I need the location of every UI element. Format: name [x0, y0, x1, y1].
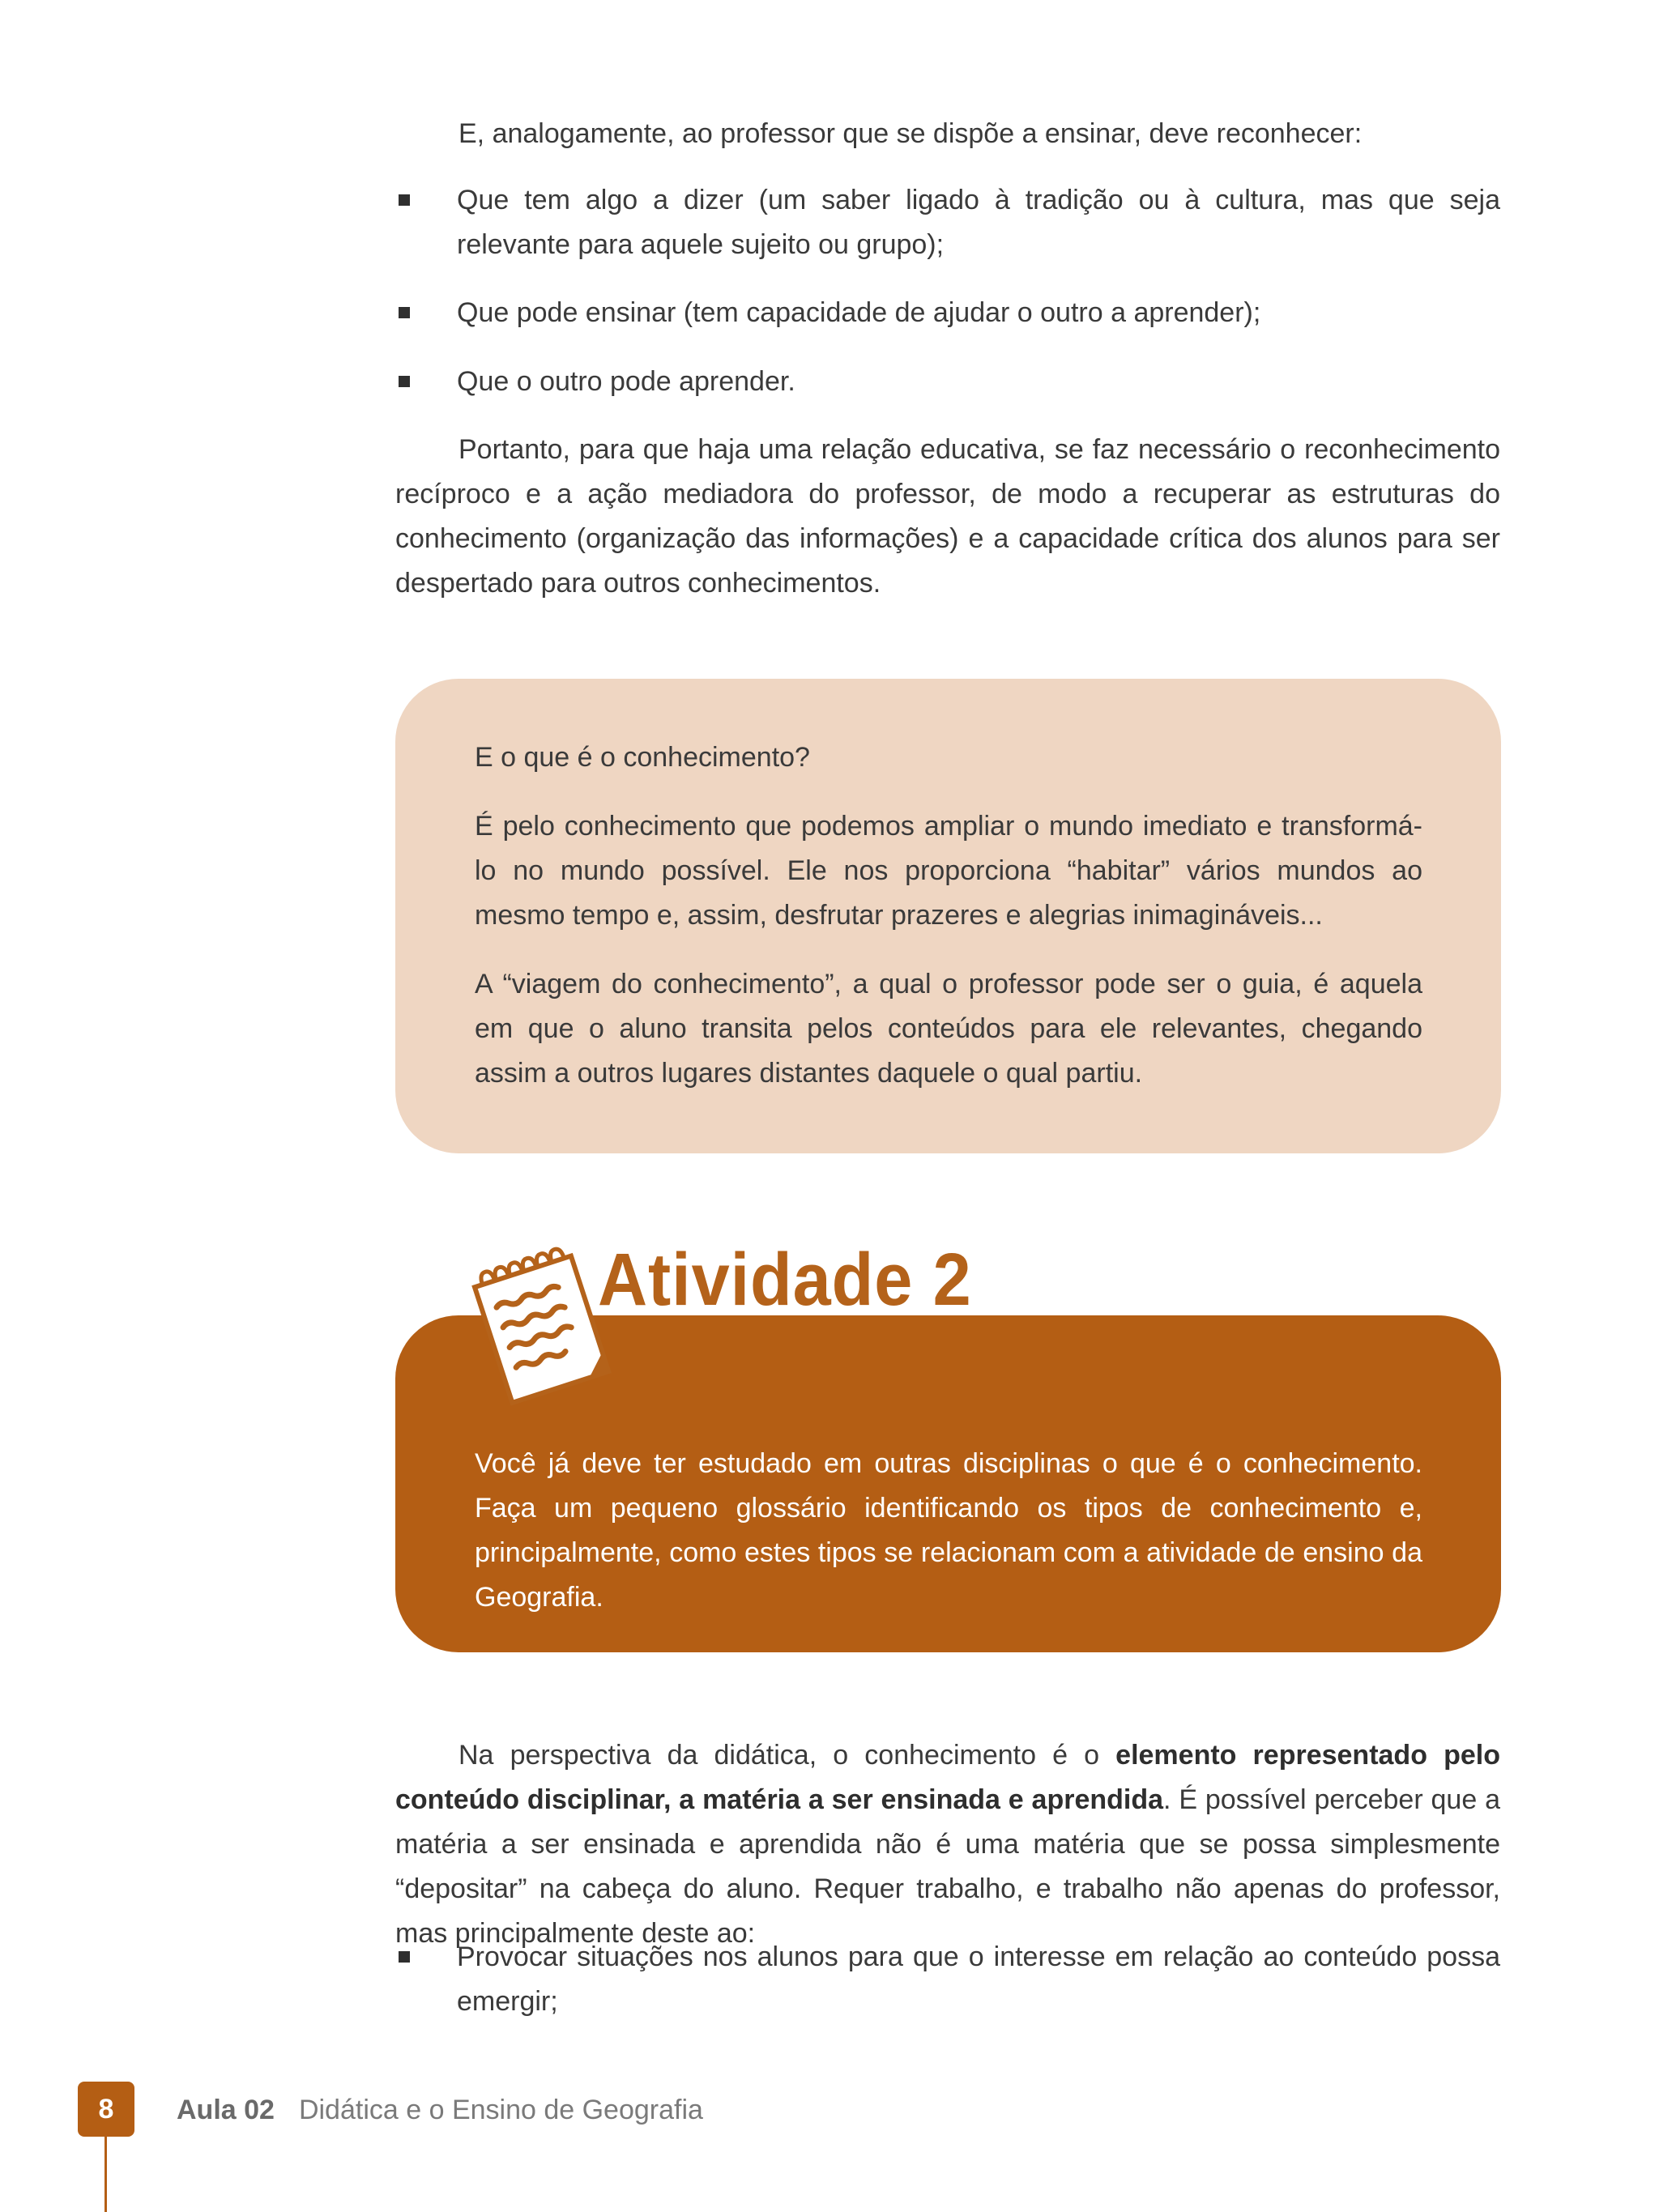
list-item-text: Provocar situações nos alunos para que o interesse em relação ao conteúdo possa emergir;	[457, 1941, 1500, 2017]
knowledge-callout-box	[395, 679, 1501, 1153]
list-item-text: Que o outro pode aprender.	[457, 366, 795, 397]
activity-text: Você já deve ter estudado em outras disciplinas o que é o conhecimento. Faça um pequeno glossário identificando os tipos de conhecimento e, principalmente, como estes tipos se relacionam com a atividade de ensino da Geografia.	[475, 1448, 1422, 1613]
footer-course: Didática e o Ensino de Geografia	[298, 2095, 703, 2125]
list-item	[395, 360, 1500, 404]
list-item	[395, 1935, 1500, 2024]
notepad-icon	[466, 1243, 624, 1409]
list-item	[395, 291, 1500, 335]
footer-divider	[104, 2137, 107, 2212]
footer-aula: Aula 02	[177, 2095, 275, 2125]
paragraph-bold-text: elemento representado pelo conteúdo disciplinar, a matéria a ser ensinada e aprendida	[395, 1740, 1500, 1815]
paragraph-portanto: Portanto, para que haja uma relação educativa, se faz necessário o reconhecimento recíproco e a ação mediadora do professor, de modo a recuperar as estruturas do conhecimento (organização das informações) e a capacidade crítica dos alunos para ser despertado para outros conhecimentos.	[395, 434, 1500, 599]
bullet-square-icon	[399, 194, 410, 206]
callout-paragraph-1: É pelo conhecimento que podemos ampliar o mundo imediato e transformá-lo no mundo possível. Ele nos proporciona “habitar” vários mundos ao mesmo tempo e, assim, desfrutar prazeres e alegrias inimagináveis...	[475, 811, 1422, 931]
bullet-square-icon	[399, 376, 410, 387]
page-number: 8	[78, 2082, 134, 2137]
intro-paragraph: E, analogamente, ao professor que se dispõe a ensinar, deve reconhecer:	[458, 118, 1363, 149]
list-item-text: Que tem algo a dizer (um saber ligado à tradição ou à cultura, mas que seja relevante para aquele sujeito ou grupo);	[457, 185, 1500, 260]
bullet-square-icon	[399, 1951, 410, 1963]
list-item-text: Que pode ensinar (tem capacidade de ajudar o outro a aprender);	[457, 297, 1261, 328]
bullet-square-icon	[399, 307, 410, 318]
footer-title	[177, 2090, 703, 2130]
list-item	[395, 178, 1500, 267]
callout-paragraph-2: A “viagem do conhecimento”, a qual o professor pode ser o guia, é aquela em que o aluno transita pelos conteúdos para ele relevantes, chegando assim a outros lugares distantes daquele o qual partiu.	[475, 969, 1422, 1089]
paragraph-text: . É possível perceber que a matéria a ser ensinada e aprendida não é uma matéria que se possa simplesmente “depositar” na cabeça do aluno. Requer trabalho, e trabalho não apenas do professor, mas principalmente deste ao:	[395, 1784, 1500, 1949]
activity-title: Atividade 2	[598, 1238, 972, 1321]
paragraph-text: Na perspectiva da didática, o conhecimento é o	[458, 1740, 1116, 1771]
paragraph-didatica	[395, 1733, 1500, 1956]
callout-question: E o que é o conhecimento?	[475, 742, 810, 773]
